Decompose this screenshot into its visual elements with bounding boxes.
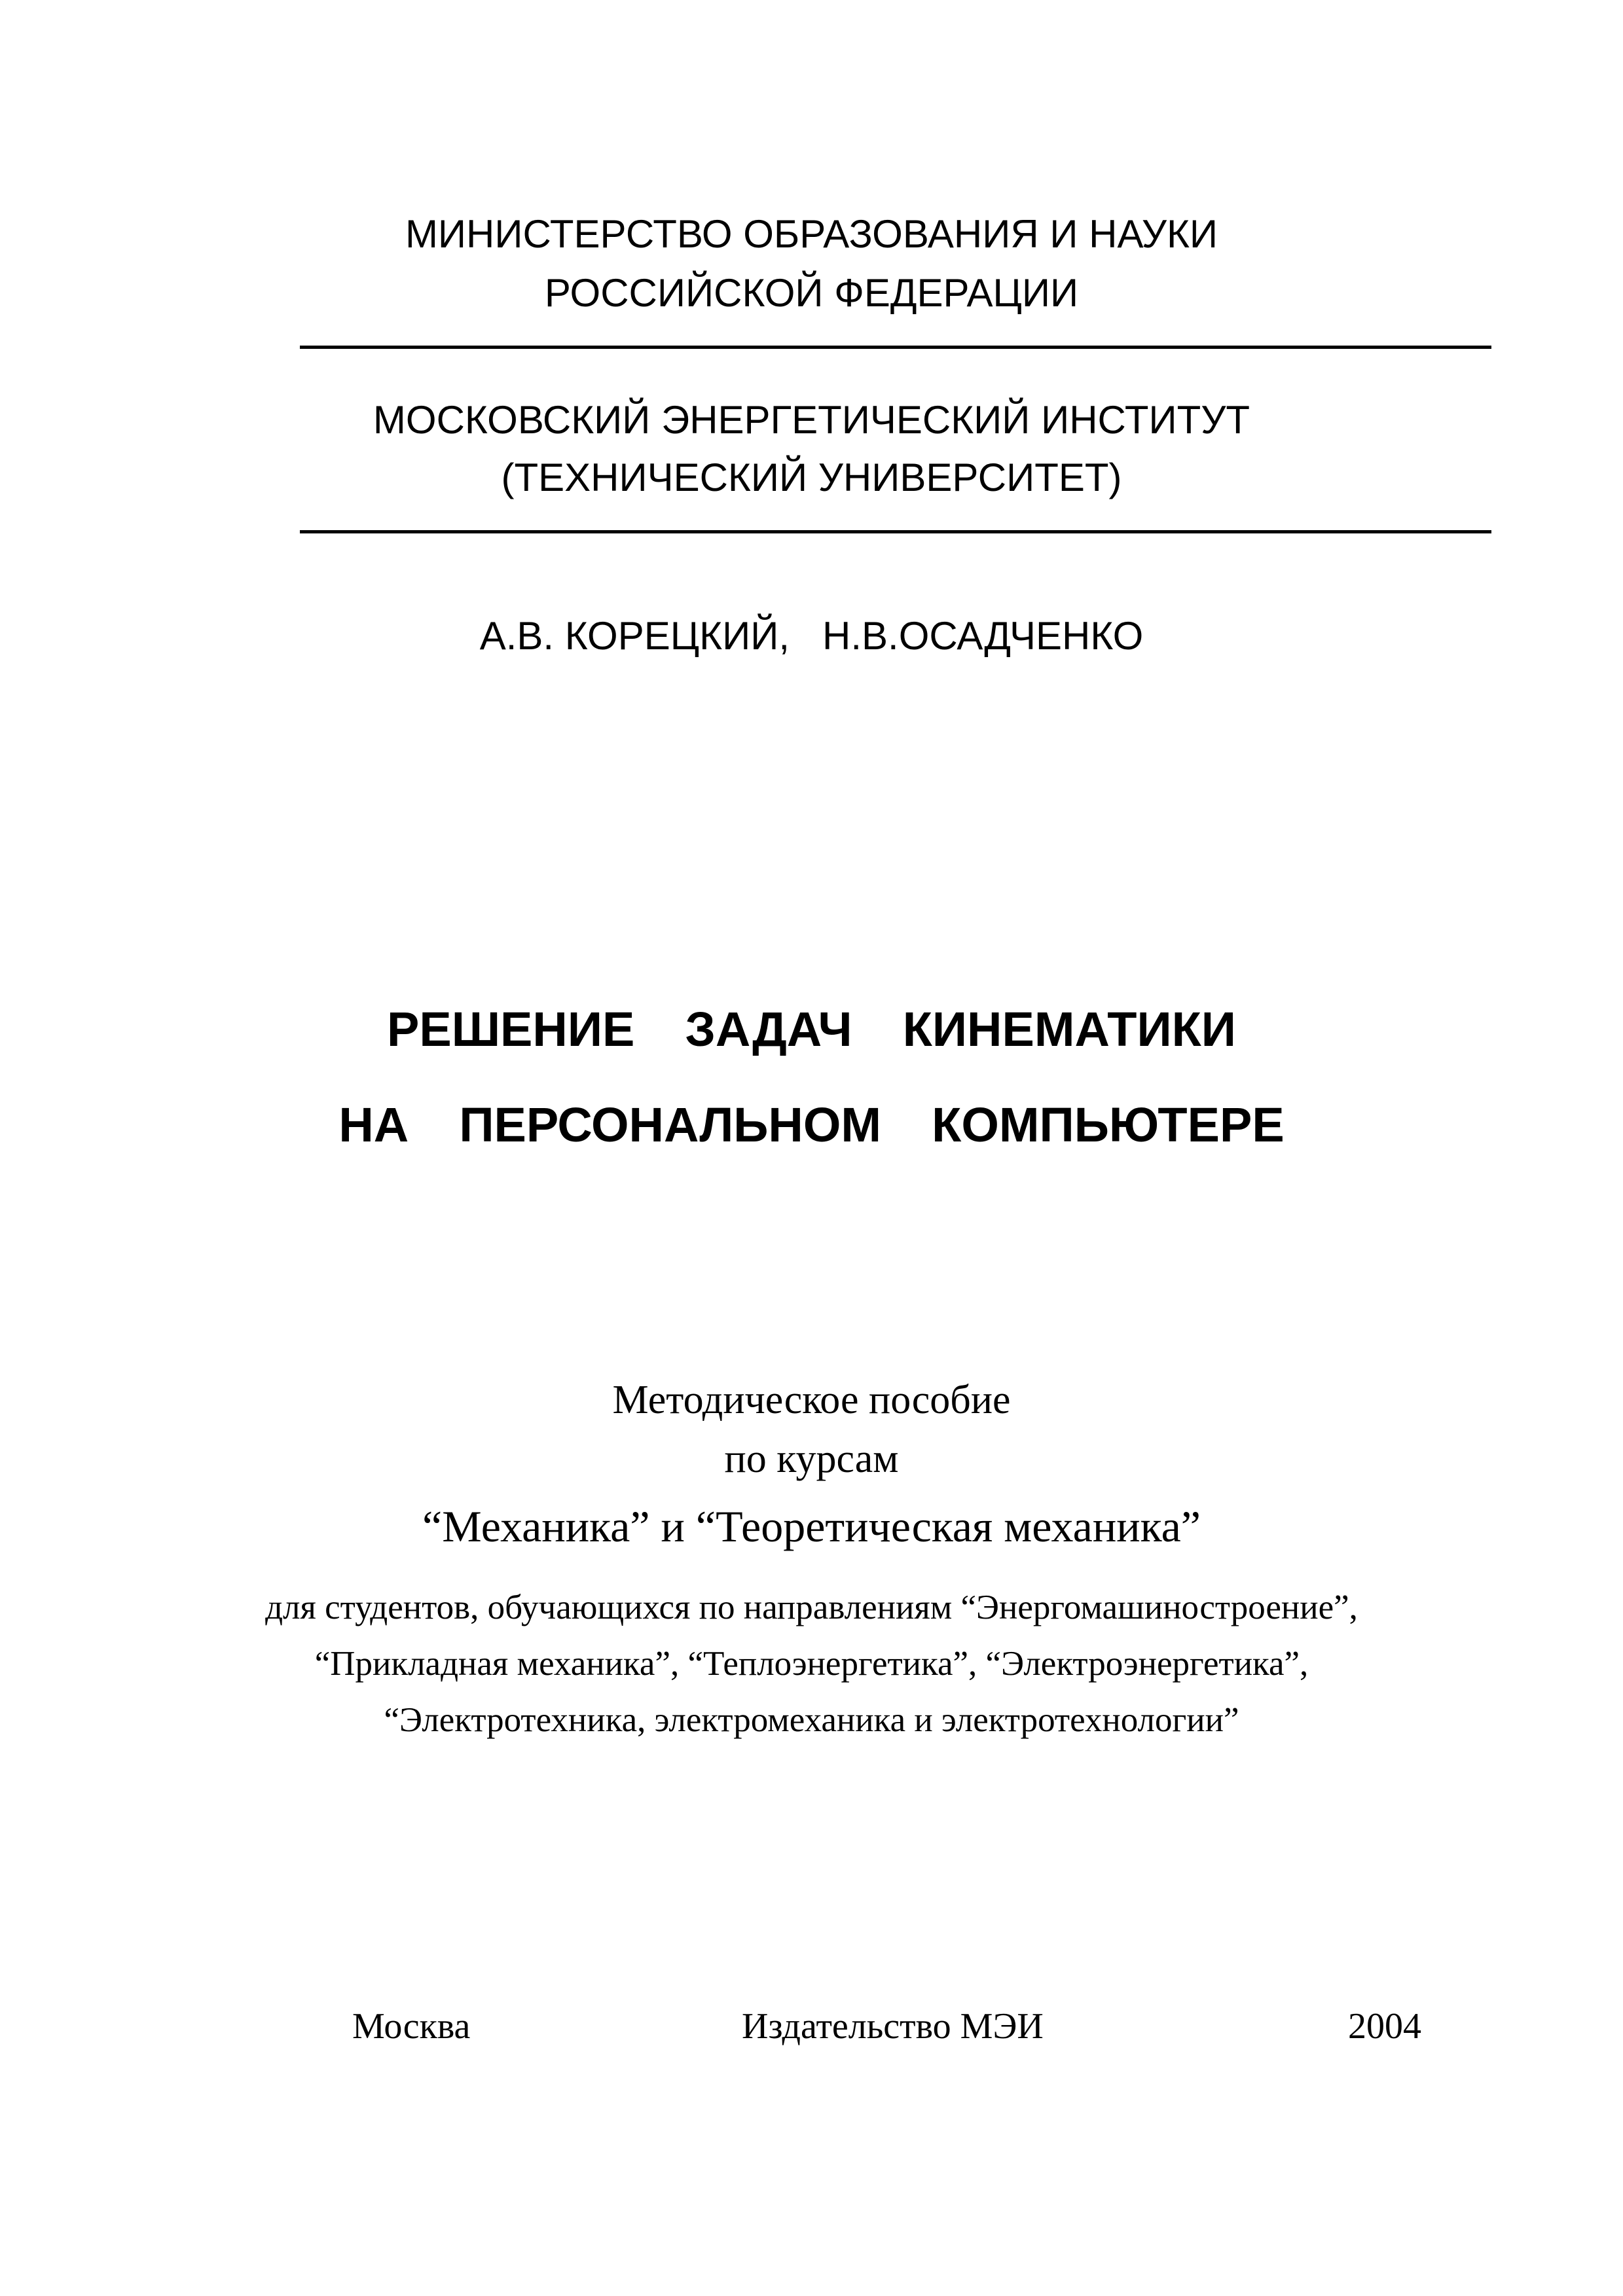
title-line-1: РЕШЕНИЕ ЗАДАЧ КИНЕМАТИКИ [386, 1002, 1236, 1056]
footer-publisher: Издательство МЭИ [742, 2006, 1044, 2047]
audience-line-3: “Электротехника, электромеханика и электротехнологии” [384, 1701, 1239, 1739]
ministry-line-2: РОССИЙСКОЙ ФЕДЕРАЦИИ [544, 271, 1079, 315]
footer-city: Москва [352, 2006, 471, 2047]
institute-line-1: МОСКОВСКИЙ ЭНЕРГЕТИЧЕСКИЙ ИНСТИТУТ [373, 398, 1250, 442]
authors: А.В. КОРЕЦКИЙ, Н.В.ОСАДЧЕНКО [479, 614, 1144, 658]
footer-year: 2004 [1348, 2006, 1421, 2047]
divider-top [300, 346, 1491, 349]
institute-line-2: (ТЕХНИЧЕСКИЙ УНИВЕРСИТЕТ) [501, 456, 1122, 499]
courses-names: “Механика” и “Теоретическая механика” [422, 1501, 1201, 1551]
audience-line-1: для студентов, обучающихся по направлениям “Энергомашиностроение”, [265, 1588, 1358, 1626]
divider-bottom [300, 530, 1491, 533]
courses-label: по курсам [724, 1437, 899, 1481]
ministry-line-1: МИНИСТЕРСТВО ОБРАЗОВАНИЯ И НАУКИ [405, 212, 1218, 256]
title-line-2: НА ПЕРСОНАЛЬНОМ КОМПЬЮТЕРЕ [338, 1098, 1285, 1152]
doc-type: Методическое пособие [612, 1378, 1011, 1422]
audience-line-2: “Прикладная механика”, “Теплоэнергетика”, “Электроэнергетика”, [314, 1645, 1309, 1683]
